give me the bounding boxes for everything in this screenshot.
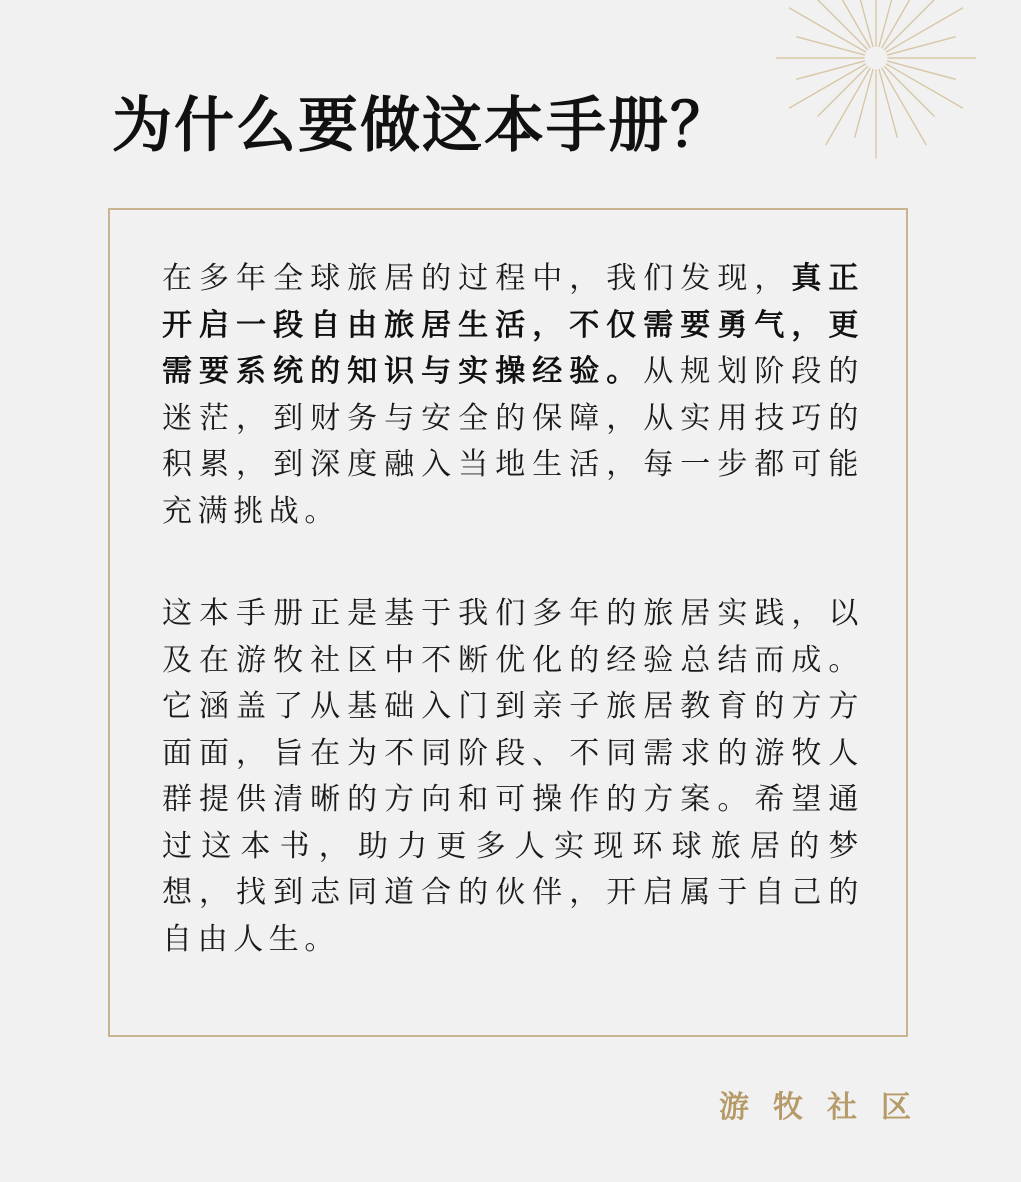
sunburst-ray: [882, 0, 926, 48]
page-title: 为什么要做这本手册？: [112, 91, 732, 161]
sunburst-decoration: [776, 0, 976, 160]
sunburst-ray: [818, 0, 868, 50]
brand-name: 游牧社区: [719, 1090, 935, 1125]
purpose-paragraph: 这本手册正是基于我们多年的旅居实践，以及在游牧社区中不断优化的经验总结而成。它涵盖了从基础入门到亲子旅居教育的方方面面，旨在为不同阶段、不同需求的游牧人群提供清晰的方向和可操作的方案。希望通过这本书，助力更多人实现环球旅居的梦想，找到志同道合的伙伴，开启属于自己的自由人生。: [162, 596, 864, 957]
intro-text-end: 从规划阶段的迷茫，到财务与安全的保障，从实用技巧的积累，到深度融入当地生活，每一步都可能充满挑战。: [162, 354, 864, 529]
content-frame: [108, 208, 908, 1037]
sunburst-ray: [818, 67, 868, 117]
intro-text-start: 在多年全球旅居的过程中，我们发现，: [162, 261, 792, 296]
sunburst-ray: [885, 0, 935, 50]
intro-paragraph: [162, 256, 864, 535]
intro-highlight: 真正开启一段自由旅居生活，不仅需要勇气，更需要系统的知识与实操经验。: [162, 261, 864, 389]
sunburst-ray: [885, 67, 935, 117]
sunburst-ray: [826, 0, 870, 48]
